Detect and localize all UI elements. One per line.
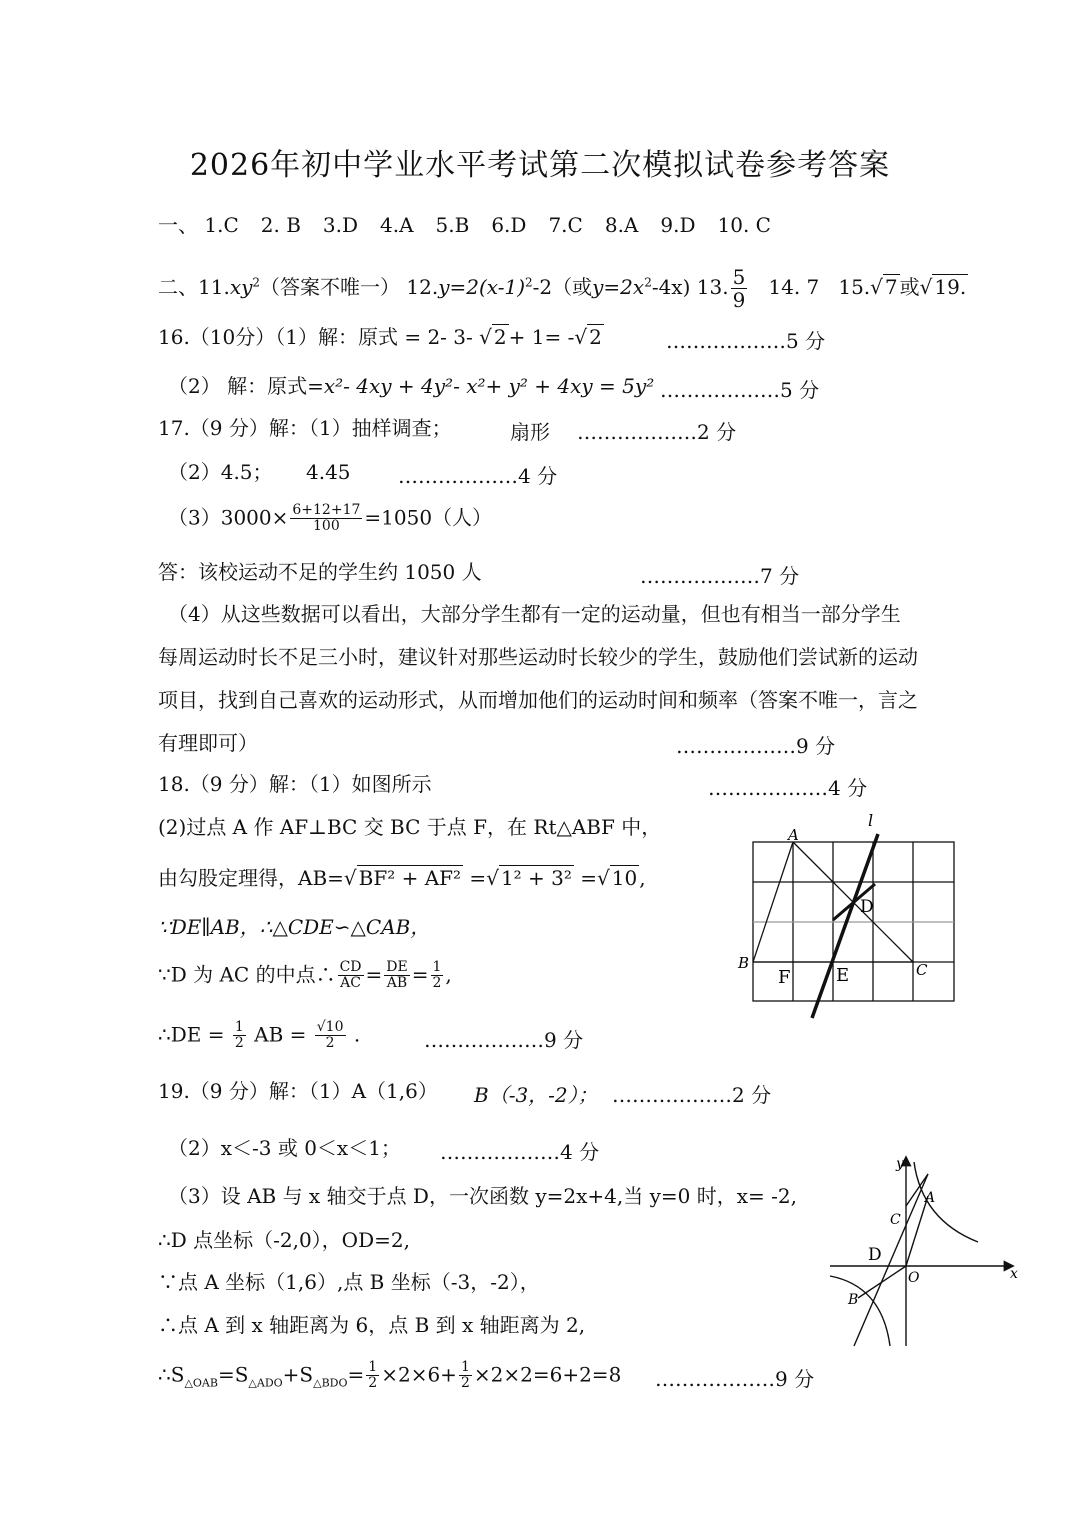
q18-part1: 18.（9 分）解：（1）如图所示: [158, 772, 432, 796]
q18-line6-frac-den: 2: [234, 1035, 244, 1052]
q18-line3: [158, 866, 646, 890]
q18-line5: ∵D 为 AC 的中点∴ $\frac{CD}{AC}$ = $\frac{DE}{AB}$ = $\frac{1}{2}$ ,: [158, 959, 452, 992]
q15-num: 15.: [838, 275, 871, 299]
q18-line6-score: ………………9 分: [424, 1028, 584, 1052]
label-a: A: [788, 826, 799, 844]
line-l: [812, 834, 878, 1018]
q15-sqrt-b: √ 19.: [919, 275, 967, 299]
q18-radicand-1: BF² + AF²: [358, 866, 462, 890]
q12-expr-a: y=2(x-1): [438, 275, 525, 299]
q17-answer-score: ………………7 分: [640, 564, 800, 588]
section1-answer-item: 2. B: [260, 213, 301, 237]
q16-head: 16.（10分）（1）解：原式 = 2- 3-: [158, 325, 480, 349]
q19-frac-b-num: 1: [460, 1359, 470, 1375]
q19-part2-score: ………………4 分: [440, 1140, 600, 1164]
section2-prefix: 二、: [158, 275, 198, 299]
segment-oa: [906, 1196, 928, 1266]
label-b: B: [738, 954, 750, 972]
section1-answer-item: 7.C: [548, 213, 583, 237]
label-b: B: [848, 1292, 859, 1308]
q19-part1-score: ………………2 分: [612, 1083, 772, 1107]
label-f: F: [778, 967, 791, 988]
q11-num: 11.: [198, 275, 230, 299]
q17-part2-answer-b: 4.45: [306, 460, 351, 484]
q19-part7: [158, 1360, 621, 1392]
q18-line2: (2)过点 A 作 AF⊥BC 交 BC 于点 F，在 Rt△ABF 中，: [158, 815, 662, 839]
q18-line6-frac2: [315, 1020, 346, 1052]
q12-expr-d: -4x): [651, 275, 691, 299]
section1-answers: [158, 213, 793, 237]
label-d: D: [860, 897, 874, 917]
q17-part3-fraction: [290, 503, 362, 535]
q19-frac-b: [459, 1360, 472, 1392]
q18-line6-frac-num: 1: [234, 1019, 244, 1035]
q19-mult-2: ×2×2=6+2=8: [473, 1362, 622, 1387]
q19-frac-a-num: 1: [368, 1359, 378, 1375]
q12-expr-c: y=2x: [592, 275, 645, 299]
q18-sqrt-2: √ 1² + 3²: [486, 866, 572, 890]
q19-plus-s: +S: [282, 1362, 314, 1387]
section1-answer-item: 4.A: [380, 213, 414, 237]
q18-line3-head: 由勾股定理得，AB=: [158, 866, 344, 890]
hyperbola-branch-2: [830, 1276, 890, 1346]
q17-part1-score: ………………2 分: [577, 420, 737, 444]
q19-s-head: ∴S: [158, 1362, 185, 1387]
q18-line6: [158, 1020, 360, 1052]
q18-frac-de-ab: [384, 960, 409, 992]
q19-part1-b: B（-3，-2）；: [474, 1083, 598, 1107]
section1-answer-item: 1.C: [204, 213, 239, 237]
q11-expr: xy: [229, 275, 253, 299]
q18-eq-2: =: [573, 866, 598, 890]
q16-sqrt2-b: √ 2: [574, 325, 602, 349]
q11-note: （答案不唯一）: [260, 275, 401, 299]
q16-part1-score: ………………5 分: [666, 329, 826, 353]
label-c: C: [916, 961, 928, 979]
q19-s-bdo: △BDO: [313, 1376, 348, 1390]
q17-part3-tail: =1050（人）: [364, 505, 493, 530]
q17-part2-score: ………………4 分: [398, 464, 558, 488]
q13-denominator: 9: [732, 288, 746, 312]
q18-line6-head: ∴DE =: [158, 1022, 225, 1047]
q18-radicand-2: 1² + 3²: [500, 866, 572, 890]
q16-part2-expr: x²- 4xy + 4y²- x²+ y² + 4xy = 5y²: [323, 374, 655, 398]
q19-s-ado: △ADO: [248, 1376, 283, 1390]
q19-frac-b-den: 2: [460, 1375, 470, 1392]
q18-frac3-den: 2: [432, 975, 442, 992]
q18-line6-mid: AB =: [254, 1022, 307, 1047]
label-c: C: [890, 1212, 901, 1228]
q14-answer: 14. 7: [768, 275, 820, 299]
q18-eq-1: =: [463, 866, 487, 890]
q19-coordinate-figure: [826, 1150, 1026, 1350]
q18-frac2-num: DE: [386, 959, 408, 975]
q16-part2: [168, 374, 654, 398]
q19-eq-s: =S: [217, 1362, 249, 1387]
q17-part3: [168, 503, 492, 535]
q19-mult-1: ×2×6+: [381, 1362, 457, 1387]
q18-line4: ∵DE∥AB，∴△CDE∽△CAB，: [158, 915, 431, 939]
hyperbola-branch-1: [914, 1162, 978, 1242]
segment-ab: [753, 842, 793, 962]
q18-line5-head: ∵D 为 AC 的中点∴: [158, 962, 336, 987]
q19-s-oab: △OAB: [184, 1376, 218, 1390]
section1-answer-item: 8.A: [604, 213, 639, 237]
q17-part1-answer-b: 扇形: [510, 420, 550, 444]
section1-answer-item: 6.D: [491, 213, 527, 237]
section1-answer-item: 10. C: [717, 213, 771, 237]
section1-prefix: 一、: [158, 213, 198, 237]
q13-fraction: [731, 266, 748, 311]
section2-answers: 二、$11.xy^2$（答案不唯一） $12.y=2(x-1)^2-2$（或$y=2x^2-4x$) 13. $\frac{5}{9}$ 14. 7 15.√ 7 或√ 19.: [158, 265, 967, 312]
q16-part2-score: ………………5 分: [660, 378, 820, 402]
q16-sqrt2-a: √ 2: [479, 325, 507, 349]
q17-part4-score: ………………9 分: [676, 734, 836, 758]
q13-numerator: 5: [732, 265, 746, 289]
q18-frac-half: [431, 960, 444, 992]
q12-expr-b: -2（或: [532, 275, 593, 299]
q19-part4: ∴D 点坐标（-2,0），OD=2,: [158, 1228, 410, 1252]
q18-part1-score: ………………4 分: [708, 776, 868, 800]
label-x: x: [1010, 1266, 1018, 1282]
q17-part3-denominator: 100: [313, 518, 340, 535]
line-ab: [854, 1174, 928, 1346]
q19-part7-score: ………………9 分: [655, 1367, 815, 1391]
q18-sqrt-3: √ 10: [597, 866, 638, 890]
q15-radicand-a: 7: [884, 275, 898, 299]
q15-radicand-b: 19.: [934, 275, 967, 299]
label-l: l: [868, 811, 874, 830]
q18-line6-frac2-num: √10: [316, 1019, 344, 1035]
q19-part5: ∵点 A 坐标（1,6）,点 B 坐标（-3，-2），: [158, 1270, 540, 1294]
label-a: A: [925, 1190, 936, 1206]
q13-num: 13.: [696, 275, 729, 299]
q15-sqrt-a: √ 7: [870, 275, 898, 299]
section1-answer-item: 3.D: [322, 213, 359, 237]
segment-ob: [858, 1266, 906, 1298]
q18-frac1-den: AC: [340, 975, 361, 992]
q17-part3-numerator: 6+12+17: [292, 502, 361, 518]
q19-eq2: =: [347, 1362, 365, 1387]
q19-part6: ∴点 A 到 x 轴距离为 6，点 B 到 x 轴距离为 2,: [158, 1313, 586, 1337]
q18-line3-end: ,: [639, 866, 646, 890]
q18-line6-frac: [233, 1020, 246, 1052]
q18-frac3-num: 1: [432, 959, 442, 975]
q18-frac1-num: CD: [339, 959, 362, 975]
q17-part4-text: （4）从这些数据可以看出，大部分学生都有一定的运动量，但也有相当一部分学生每周运动时长不足三小时，建议针对那些运动时长较少的学生，鼓励他们尝试新的运动项目，找到自己喜欢的运动形式，从而增加他们的运动时间和频率（答案不唯一，言之有理即可）: [158, 602, 918, 755]
label-o: O: [908, 1270, 920, 1286]
q18-radicand-3: 10: [611, 866, 638, 890]
q18-grid-figure: [730, 808, 970, 1028]
label-y: y: [896, 1156, 904, 1172]
page-title: 2026年初中学业水平考试第二次模拟试卷参考答案: [189, 148, 891, 183]
q17-answer: 答：该校运动不足的学生约 1050 人: [158, 560, 482, 584]
section1-answer-item: 9.D: [660, 213, 696, 237]
label-d: D: [868, 1245, 882, 1265]
q18-sqrt-1: √ BF² + AF²: [343, 866, 462, 890]
q18-line6-frac2-den: 2: [325, 1035, 335, 1052]
q16-radicand-a: 2: [493, 325, 507, 349]
q16-part1: [158, 325, 604, 349]
q19-frac-a: [366, 1360, 379, 1392]
q17-part1-text: 17.（9 分）解：（1）抽样调查；: [158, 416, 452, 440]
q19-frac-a-den: 2: [368, 1375, 378, 1392]
q16-part2-head: （2） 解：原式=: [168, 374, 324, 398]
q12-num: 12.: [406, 275, 439, 299]
q17-part1: [158, 416, 452, 440]
section1-answer-list: [204, 213, 793, 237]
label-e: E: [836, 965, 850, 986]
q18-line5-end: ,: [445, 962, 452, 987]
q18-frac2-den: AB: [386, 975, 408, 992]
q16-radicand-b: 2: [589, 325, 602, 349]
q19-part3: （3）设 AB 与 x 轴交于点 D，一次函数 y=2x+4,当 y=0 时，x= -2,: [168, 1184, 797, 1208]
q18-line6-end: .: [353, 1022, 361, 1047]
q16-tail: + 1= -: [508, 325, 575, 349]
section1-answer-item: 5.B: [435, 213, 470, 237]
q19-part1: 19.（9 分）解：（1）A（1,6）: [158, 1079, 438, 1103]
q19-part2: （2）x＜-3 或 0＜x＜1；: [168, 1136, 401, 1160]
q17-part2-text: （2）4.5；: [168, 460, 273, 484]
q15-or: 或: [899, 275, 920, 299]
q18-frac-cd-ac: [338, 960, 364, 992]
q17-part2: [168, 460, 273, 484]
q17-part3-head: （3）3000×: [168, 505, 289, 530]
